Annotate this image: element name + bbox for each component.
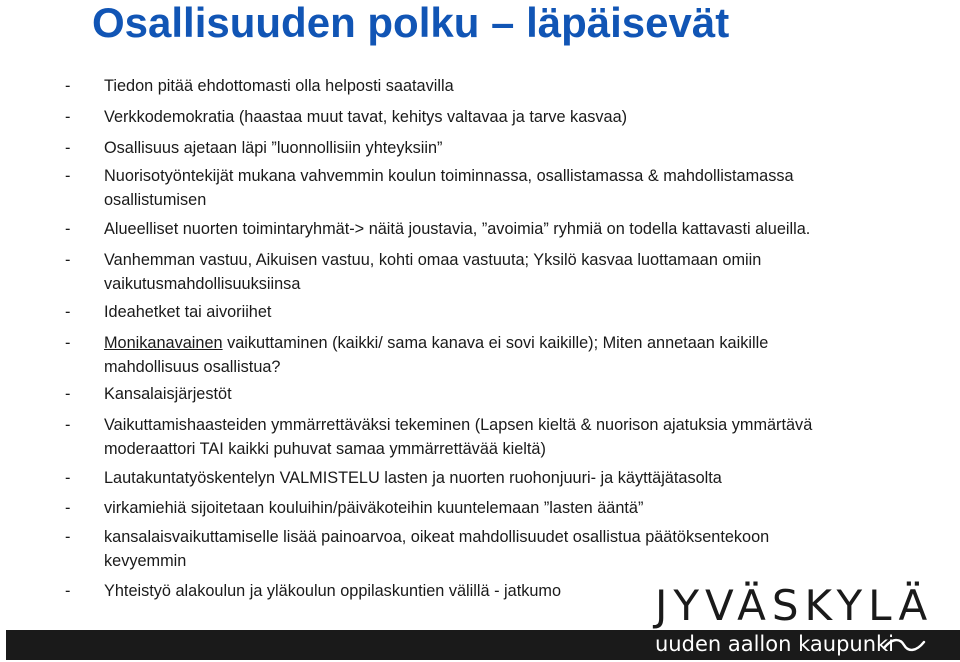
bullet-dash: - (65, 499, 71, 517)
list-item-text: Osallisuus ajetaan läpi ”luonnollisiin yhteyksiin” (104, 139, 443, 157)
bullet-dash: - (65, 220, 71, 238)
list-item-text: kansalaisvaikuttamiselle lisää painoarvoa, oikeat mahdollisuudet osallistua päätöksentekoon (104, 528, 770, 546)
bullet-dash: - (65, 582, 71, 600)
slide-title: Osallisuuden polku – läpäisevät (92, 0, 730, 46)
underlined-term: Monikanavainen (104, 334, 223, 352)
list-item-text-continued: kevyemmin (104, 552, 187, 570)
bullet-dash: - (65, 139, 71, 157)
bullet-dash: - (65, 303, 71, 321)
bullet-dash: - (65, 108, 71, 126)
list-item-text (104, 331, 768, 355)
list-item-text: virkamiehiä sijoitetaan kouluihin/päiväkoteihin kuuntelemaan ”lasten ääntä” (104, 499, 644, 517)
list-item-text-rest: vaikuttaminen (kaikki/ sama kanava ei sovi kaikille); Miten annetaan kaikille (222, 334, 769, 352)
bullet-dash: - (65, 167, 71, 185)
bullet-dash: - (65, 528, 71, 546)
jyvaskyla-wordmark: JYVÄSKYLÄ (655, 581, 934, 630)
list-item-text: Vaikuttamishaasteiden ymmärrettäväksi tekeminen (Lapsen kieltä & nuorison ajatuksia ymmärtävä (104, 416, 813, 434)
list-item-text: Ideahetket tai aivoriihet (104, 303, 272, 321)
list-item-text: Vanhemman vastuu, Aikuisen vastuu, kohti omaa vastuuta; Yksilö kasvaa luottamaan omiin (104, 251, 762, 269)
list-item-text-continued: moderaattori TAI kaikki puhuvat samaa ymmärrettävää kieltä) (104, 440, 546, 458)
bullet-dash: - (65, 77, 71, 95)
bullet-dash: - (65, 334, 71, 352)
list-item-text-continued: mahdollisuus osallistua? (104, 358, 281, 376)
logo-slogan: uuden aallon kaupunki (655, 632, 895, 656)
list-item-text: Verkkodemokratia (haastaa muut tavat, kehitys valtavaa ja tarve kasvaa) (104, 108, 628, 126)
bullet-dash: - (65, 251, 71, 269)
wave-tilde-icon (882, 637, 926, 653)
bullet-dash: - (65, 469, 71, 487)
list-item-text: Yhteistyö alakoulun ja yläkoulun oppilaskuntien välillä - jatkumo (104, 582, 562, 600)
list-item-text: Tiedon pitää ehdottomasti olla helposti saatavilla (104, 77, 454, 95)
list-item-text: Kansalaisjärjestöt (104, 385, 232, 403)
list-item-text: Alueelliset nuorten toimintaryhmät-> näitä joustavia, ”avoimia” ryhmiä on todella kattavasti alueilla. (104, 220, 811, 238)
list-item-text-continued: osallistumisen (104, 191, 207, 209)
list-item-text: Lautakuntatyöskentelyn VALMISTELU lasten ja nuorten ruohonjuuri- ja käyttäjätasolta (104, 469, 722, 487)
list-item-text: Nuorisotyöntekijät mukana vahvemmin koulun toiminnassa, osallistamassa & mahdollistamassa (104, 167, 794, 185)
bullet-dash: - (65, 416, 71, 434)
list-item-text-continued: vaikutusmahdollisuuksiinsa (104, 275, 301, 293)
bullet-dash: - (65, 385, 71, 403)
